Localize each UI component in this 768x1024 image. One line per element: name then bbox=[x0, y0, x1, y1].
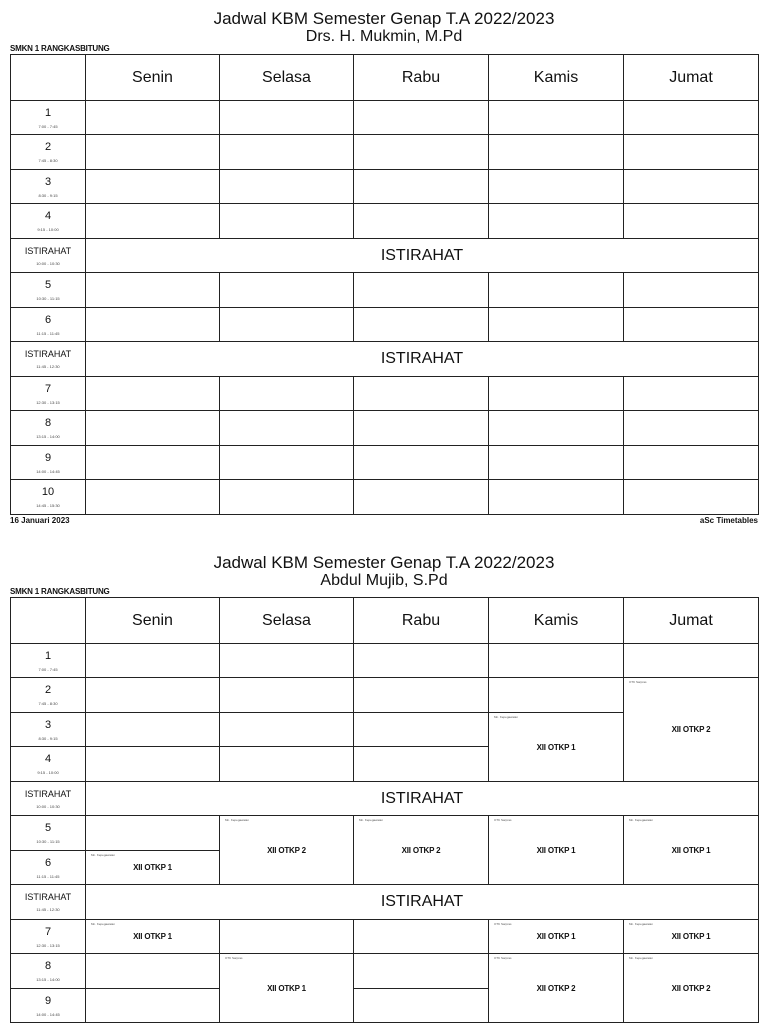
slot bbox=[354, 101, 489, 135]
slot bbox=[624, 135, 759, 170]
slot bbox=[86, 747, 220, 782]
slot bbox=[86, 135, 220, 170]
lesson-kamis-8-9[interactable]: OTK Sarpras XII OTKP 2 bbox=[489, 954, 624, 1023]
slot bbox=[220, 411, 354, 446]
slot bbox=[86, 308, 220, 342]
period-8: 8 13:15 - 14:00 bbox=[11, 954, 86, 989]
lesson-senin-7[interactable]: Mn. Kepegawaian XII OTKP 1 bbox=[86, 920, 220, 954]
slot bbox=[220, 446, 354, 480]
lesson-jumat-8-9[interactable]: Mn. Kepegawaian XII OTKP 2 bbox=[624, 954, 759, 1023]
slot bbox=[86, 101, 220, 135]
break-period: ISTIRAHAT 11:45 - 12:30 bbox=[11, 885, 86, 920]
period-3: 3 8:30 - 9:15 bbox=[11, 713, 86, 747]
timetable2-school: SMKN 1 RANGKASBITUNG bbox=[10, 587, 110, 596]
period-7: 7 12:30 - 13:15 bbox=[11, 377, 86, 411]
slot bbox=[354, 170, 489, 204]
slot bbox=[624, 644, 759, 678]
timetable2-teacher: Abdul Mujib, S.Pd bbox=[320, 572, 448, 589]
slot bbox=[489, 377, 624, 411]
slot bbox=[354, 273, 489, 308]
period-1: 1 7:00 - 7:45 bbox=[11, 644, 86, 678]
slot bbox=[220, 273, 354, 308]
slot bbox=[220, 920, 354, 954]
period-9: 9 14:00 - 14:45 bbox=[11, 989, 86, 1023]
period-3: 3 8:30 - 9:15 bbox=[11, 170, 86, 204]
period-9: 9 14:00 - 14:45 bbox=[11, 446, 86, 480]
day-header-selasa: Selasa bbox=[220, 55, 354, 101]
slot bbox=[354, 446, 489, 480]
slot bbox=[489, 411, 624, 446]
slot bbox=[220, 204, 354, 239]
slot bbox=[489, 446, 624, 480]
timetable2-title: Jadwal KBM Semester Genap T.A 2022/2023 bbox=[213, 553, 555, 572]
corner-cell bbox=[11, 55, 86, 101]
break-row: ISTIRAHAT bbox=[86, 885, 759, 920]
timetable1-grid bbox=[10, 54, 759, 515]
slot bbox=[354, 135, 489, 170]
slot bbox=[86, 954, 220, 989]
slot bbox=[220, 678, 354, 713]
lesson-selasa-5-6[interactable]: Mn. Kepegawaian XII OTKP 2 bbox=[220, 816, 354, 885]
corner-cell bbox=[11, 598, 86, 644]
slot bbox=[489, 644, 624, 678]
break-row: ISTIRAHAT bbox=[86, 782, 759, 816]
day-header-senin: Senin bbox=[86, 55, 220, 101]
period-5: 5 10:30 - 11:15 bbox=[11, 273, 86, 308]
lesson-jumat-7[interactable]: Mn. Kepegawaian XII OTKP 1 bbox=[624, 920, 759, 954]
lesson-kamis-5-6[interactable]: OTK Sarpras XII OTKP 1 bbox=[489, 816, 624, 885]
slot bbox=[624, 273, 759, 308]
day-header-jumat: Jumat bbox=[624, 598, 759, 644]
day-header-jumat: Jumat bbox=[624, 55, 759, 101]
slot bbox=[489, 480, 624, 515]
slot bbox=[354, 920, 489, 954]
slot bbox=[220, 480, 354, 515]
slot bbox=[354, 989, 489, 1023]
slot bbox=[354, 411, 489, 446]
period-4: 4 9:15 - 10:00 bbox=[11, 204, 86, 239]
slot bbox=[86, 713, 220, 747]
slot bbox=[220, 747, 354, 782]
day-header-kamis: Kamis bbox=[489, 598, 624, 644]
period-8: 8 13:15 - 14:00 bbox=[11, 411, 86, 446]
day-header-selasa: Selasa bbox=[220, 598, 354, 644]
timetable2-grid bbox=[10, 597, 759, 1023]
period-5: 5 10:30 - 11:15 bbox=[11, 816, 86, 851]
break-period: ISTIRAHAT 10:00 - 10:30 bbox=[11, 782, 86, 816]
slot bbox=[86, 204, 220, 239]
slot bbox=[220, 170, 354, 204]
slot bbox=[489, 678, 624, 713]
slot bbox=[624, 101, 759, 135]
lesson-selasa-8-9[interactable]: OTK Sarpras XII OTKP 1 bbox=[220, 954, 354, 1023]
period-7: 7 12:30 - 13:15 bbox=[11, 920, 86, 954]
slot bbox=[624, 377, 759, 411]
slot bbox=[489, 273, 624, 308]
day-header-rabu: Rabu bbox=[354, 598, 489, 644]
break-row: ISTIRAHAT bbox=[86, 239, 759, 273]
day-header-kamis: Kamis bbox=[489, 55, 624, 101]
period-4: 4 9:15 - 10:00 bbox=[11, 747, 86, 782]
slot bbox=[220, 713, 354, 747]
period-2: 2 7:45 - 8:30 bbox=[11, 678, 86, 713]
slot bbox=[489, 204, 624, 239]
slot bbox=[489, 101, 624, 135]
slot bbox=[354, 713, 489, 747]
slot bbox=[489, 135, 624, 170]
period-2: 2 7:45 - 8:30 bbox=[11, 135, 86, 170]
slot bbox=[354, 678, 489, 713]
slot bbox=[489, 170, 624, 204]
slot bbox=[354, 644, 489, 678]
slot bbox=[220, 135, 354, 170]
period-6: 6 11:15 - 11:45 bbox=[11, 851, 86, 885]
slot bbox=[354, 204, 489, 239]
lesson-kamis-7[interactable]: OTK Sarpras XII OTKP 1 bbox=[489, 920, 624, 954]
slot bbox=[489, 308, 624, 342]
slot bbox=[354, 308, 489, 342]
slot bbox=[86, 411, 220, 446]
slot bbox=[220, 377, 354, 411]
slot bbox=[624, 308, 759, 342]
period-6: 6 11:15 - 11:45 bbox=[11, 308, 86, 342]
slot bbox=[86, 644, 220, 678]
slot bbox=[220, 308, 354, 342]
slot bbox=[624, 446, 759, 480]
timetable1-title: Jadwal KBM Semester Genap T.A 2022/2023 bbox=[213, 9, 555, 28]
slot bbox=[354, 954, 489, 989]
break-period: ISTIRAHAT 11:45 - 12:30 bbox=[11, 342, 86, 377]
slot bbox=[354, 480, 489, 515]
period-10: 10 14:45 - 15:30 bbox=[11, 480, 86, 515]
timetable1-school: SMKN 1 RANGKASBITUNG bbox=[10, 44, 110, 53]
day-header-rabu: Rabu bbox=[354, 55, 489, 101]
timetable1-teacher: Drs. H. Mukmin, M.Pd bbox=[305, 28, 463, 45]
slot bbox=[624, 204, 759, 239]
slot bbox=[354, 377, 489, 411]
day-header-senin: Senin bbox=[86, 598, 220, 644]
slot bbox=[86, 377, 220, 411]
lesson-jumat-2-4[interactable]: OTK Sarpras XII OTKP 2 bbox=[624, 678, 759, 782]
lesson-rabu-5-6[interactable]: Mn. Kepegawaian XII OTKP 2 bbox=[354, 816, 489, 885]
slot bbox=[220, 644, 354, 678]
slot bbox=[220, 101, 354, 135]
slot bbox=[86, 480, 220, 515]
slot bbox=[624, 480, 759, 515]
slot bbox=[86, 816, 220, 851]
lesson-jumat-5-6[interactable]: Mn. Kepegawaian XII OTKP 1 bbox=[624, 816, 759, 885]
slot bbox=[86, 989, 220, 1023]
break-row: ISTIRAHAT bbox=[86, 342, 759, 377]
lesson-senin-6[interactable]: Mn. Kepegawaian XII OTKP 1 bbox=[86, 851, 220, 885]
timetable1-footer-date: 16 Januari 2023 bbox=[10, 516, 70, 525]
slot bbox=[86, 678, 220, 713]
slot bbox=[86, 446, 220, 480]
slot bbox=[86, 273, 220, 308]
period-1: 1 7:00 - 7:45 bbox=[11, 101, 86, 135]
slot bbox=[624, 411, 759, 446]
break-period: ISTIRAHAT 10:00 - 10:30 bbox=[11, 239, 86, 273]
timetable1-footer-credit: aSc Timetables bbox=[699, 516, 758, 525]
slot bbox=[624, 170, 759, 204]
slot bbox=[354, 747, 489, 782]
lesson-kamis-3-4[interactable]: Mn. Kepegawaian XII OTKP 1 bbox=[489, 713, 624, 782]
slot bbox=[86, 170, 220, 204]
